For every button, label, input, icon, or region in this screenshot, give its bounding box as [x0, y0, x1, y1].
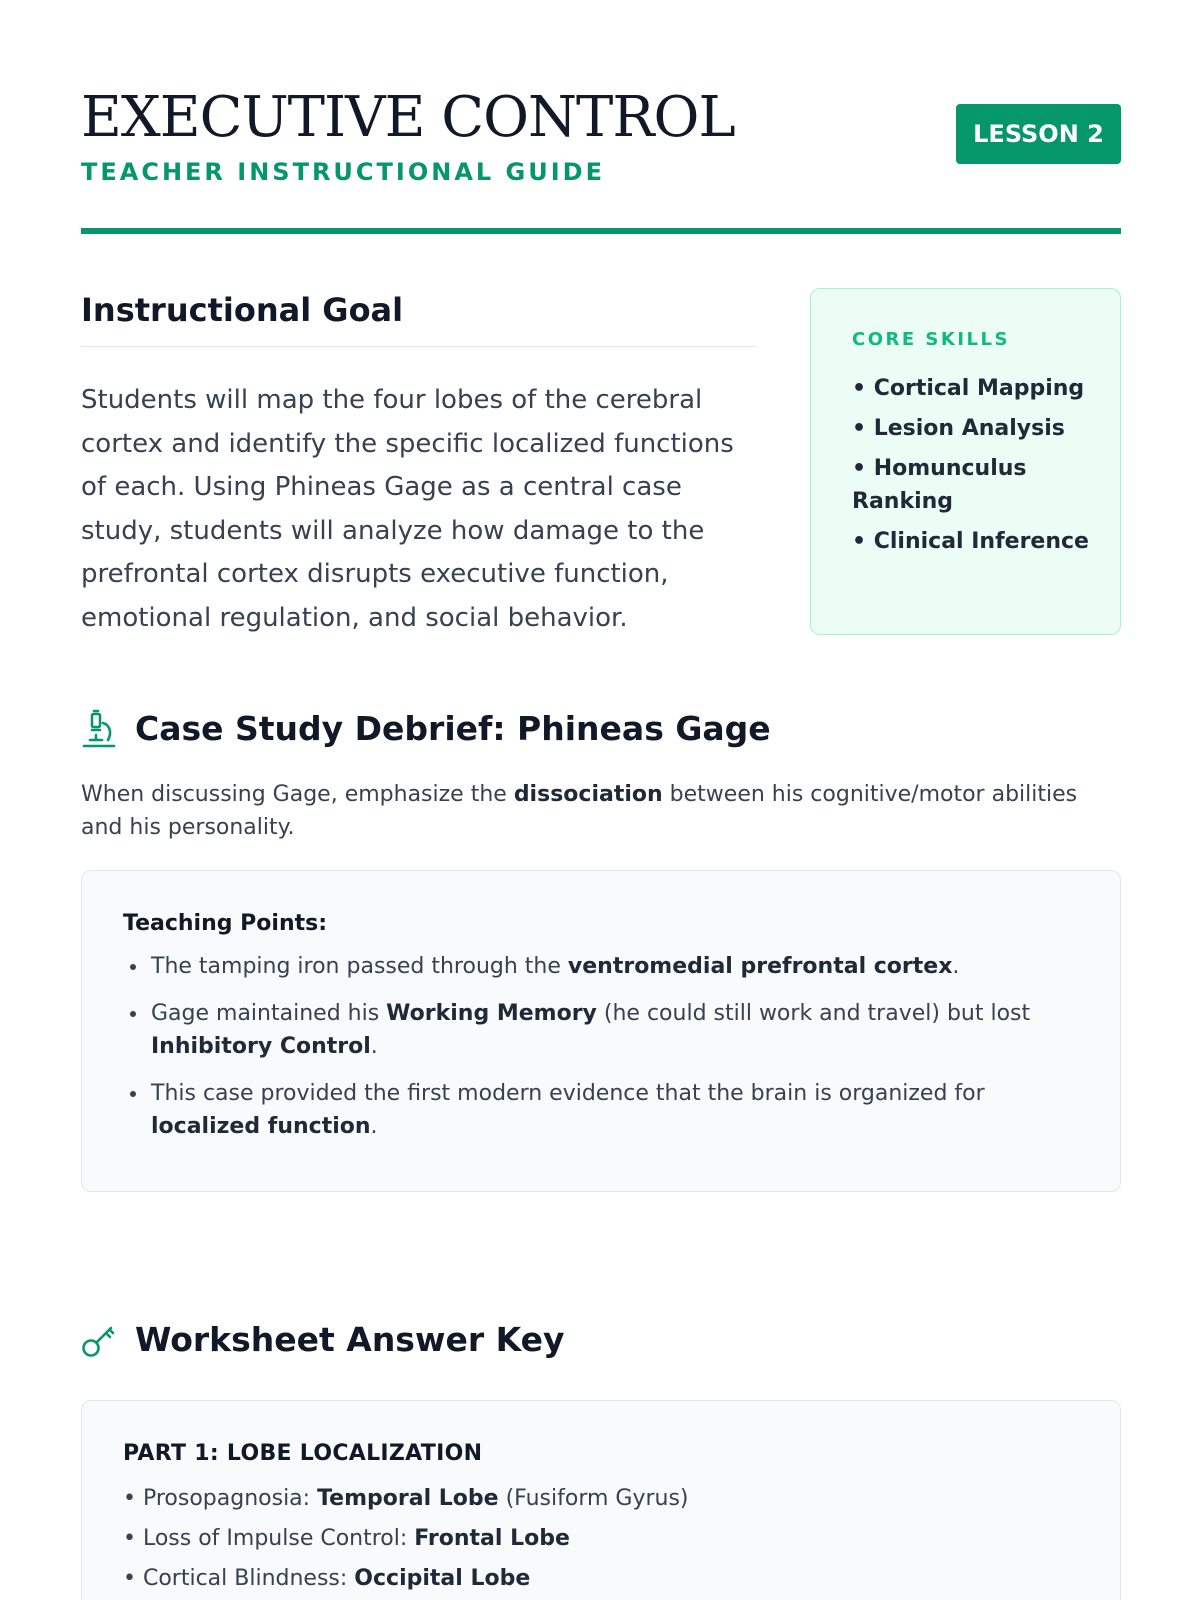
instructional-goal-heading: Instructional Goal [81, 288, 756, 347]
answer-key-answer: Frontal Lobe [414, 1526, 570, 1551]
answer-key-note: (Fusiform Gyrus) [498, 1486, 689, 1511]
instructional-goal-text: Students will map the four lobes of the cerebral cortex and identify the specific localized functions of each. Using Phineas Gage as a central case study, students will analyze how damage to the prefrontal cortex disrupts executive function, emotional regulation, and social behavior. [81, 385, 734, 633]
microscope-icon [81, 709, 117, 749]
teaching-point-emphasis: localized function [151, 1114, 371, 1139]
teaching-point-text: This case provided the first modern evidence that the brain is organized for [151, 1081, 985, 1106]
answer-key-label: • Cortical Blindness: [123, 1566, 355, 1591]
answer-key-item [123, 1522, 1080, 1555]
case-study-heading: Case Study Debrief: Phineas Gage [135, 709, 771, 748]
teaching-point-text: Gage maintained his [151, 1001, 387, 1026]
teaching-point-text: The tamping iron passed through the [151, 954, 568, 979]
answer-key-label: • Prosopagnosia: [123, 1486, 318, 1511]
answer-key-answer: Temporal Lobe [317, 1486, 499, 1511]
teaching-point-text: . [370, 1034, 378, 1059]
core-skills-card [810, 288, 1121, 635]
answer-key-header [81, 1316, 564, 1364]
case-study-intro [81, 778, 1121, 844]
case-intro-text: between his cognitive/motor abilities and his personality. [81, 782, 1078, 840]
teaching-point-emphasis: ventromedial prefrontal cortex [567, 954, 953, 979]
core-skill-item: • Homunculus Ranking [852, 456, 1027, 514]
answer-key-item [123, 1482, 1080, 1515]
core-skill-item: • Lesion Analysis [852, 416, 1065, 441]
answer-key-list [123, 1482, 1080, 1595]
teaching-points-title: Teaching Points: [123, 911, 328, 936]
instructional-goal-section [81, 288, 756, 640]
lesson-badge: LESSON 2 [956, 104, 1121, 164]
answer-key-item [123, 1562, 1080, 1595]
teaching-points-box [81, 870, 1121, 1192]
teaching-point-text: . [370, 1114, 378, 1139]
answer-key-box [81, 1400, 1121, 1600]
core-skills-list [852, 372, 1090, 558]
core-skills-title: CORE SKILLS [852, 329, 1010, 350]
answer-key-heading: Worksheet Answer Key [135, 1320, 565, 1359]
teaching-points-list [123, 950, 1080, 1143]
core-skill-item: • Cortical Mapping [852, 376, 1085, 401]
case-intro-emphasis: dissociation [513, 782, 663, 807]
answer-key-label: • Loss of Impulse Control: [123, 1526, 415, 1551]
case-intro-text: When discussing Gage, emphasize the [81, 782, 514, 807]
teaching-point-emphasis: Working Memory [386, 1001, 597, 1026]
teaching-point-emphasis: Inhibitory Control [151, 1034, 371, 1059]
document-subtitle: TEACHER INSTRUCTIONAL GUIDE [81, 158, 605, 186]
teaching-point [149, 950, 1080, 983]
core-skill-item: • Clinical Inference [852, 529, 1089, 554]
key-icon [81, 1320, 117, 1360]
header-divider [81, 228, 1121, 234]
teaching-point [149, 1077, 1080, 1143]
teaching-point-text: (he could still work and travel) but lost [596, 1001, 1031, 1026]
answer-key-answer: Occipital Lobe [354, 1566, 531, 1591]
teaching-point [149, 997, 1080, 1063]
case-study-header [81, 705, 771, 753]
document-title: EXECUTIVE CONTROL [81, 85, 735, 150]
teaching-point-text: . [952, 954, 960, 979]
answer-key-part-title: PART 1: LOBE LOCALIZATION [123, 1441, 483, 1466]
document-header [81, 85, 1121, 238]
